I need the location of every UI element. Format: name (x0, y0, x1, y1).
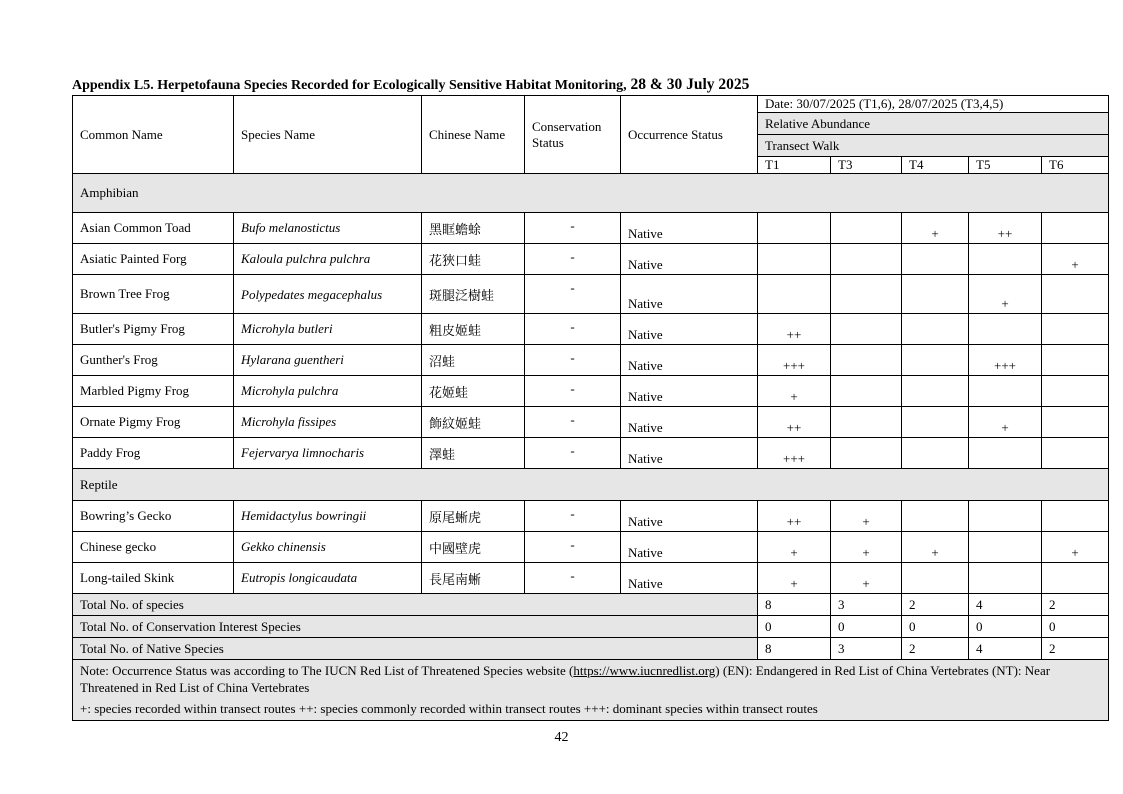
abundance-cell: +++ (758, 345, 831, 376)
abundance-cell (831, 244, 902, 275)
chinese-name: 沼蛙 (422, 345, 525, 376)
common-name: Marbled Pigmy Frog (73, 376, 234, 407)
totals-value: 2 (1042, 638, 1109, 660)
abundance-cell: + (1042, 244, 1109, 275)
abundance-cell: + (1042, 532, 1109, 563)
species-name: Microhyla butleri (234, 314, 422, 345)
common-name: Long-tailed Skink (73, 563, 234, 594)
abundance-cell (902, 244, 969, 275)
occurrence-status: Native (621, 407, 758, 438)
totals-value: 8 (758, 594, 831, 616)
table-row (73, 244, 1109, 275)
totals-value: 0 (758, 616, 831, 638)
abundance-cell (831, 345, 902, 376)
species-name: Microhyla fissipes (234, 407, 422, 438)
header-transect-t4: T4 (902, 157, 969, 174)
totals-row (73, 616, 1109, 638)
abundance-cell (902, 376, 969, 407)
header-conservation-status: Conservation Status (525, 96, 621, 174)
abundance-cell: + (969, 275, 1042, 314)
group-row (73, 469, 1109, 501)
table-row (73, 213, 1109, 244)
header-occurrence-status: Occurrence Status (621, 96, 758, 174)
species-table (72, 95, 1109, 721)
abundance-cell: + (902, 213, 969, 244)
conservation-status: - (525, 407, 621, 438)
chinese-name: 黑眶蟾蜍 (422, 213, 525, 244)
table-row (73, 501, 1109, 532)
table-row (73, 438, 1109, 469)
abundance-cell: + (831, 563, 902, 594)
abundance-cell (969, 501, 1042, 532)
occurrence-status: Native (621, 501, 758, 532)
table-row (73, 376, 1109, 407)
totals-value: 0 (1042, 616, 1109, 638)
abundance-cell (831, 275, 902, 314)
abundance-cell: + (758, 376, 831, 407)
table-row (73, 275, 1109, 314)
abundance-cell: + (969, 407, 1042, 438)
totals-row (73, 594, 1109, 616)
table-row (73, 563, 1109, 594)
abundance-cell (758, 213, 831, 244)
species-name: Bufo melanostictus (234, 213, 422, 244)
occurrence-status: Native (621, 438, 758, 469)
abundance-cell (902, 407, 969, 438)
abundance-legend: +: species recorded within transect routes ++: species commonly recorded within transect routes +++: dominant species within transect routes (80, 701, 818, 716)
abundance-cell: ++ (758, 501, 831, 532)
chinese-name: 中國壁虎 (422, 532, 525, 563)
common-name: Chinese gecko (73, 532, 234, 563)
occurrence-status: Native (621, 376, 758, 407)
conservation-status: - (525, 244, 621, 275)
header-transect-walk: Transect Walk (758, 135, 1109, 157)
conservation-status: - (525, 345, 621, 376)
common-name: Asiatic Painted Forg (73, 244, 234, 275)
totals-value: 2 (1042, 594, 1109, 616)
header-species-name: Species Name (234, 96, 422, 174)
header-transect-t3: T3 (831, 157, 902, 174)
abundance-cell: + (902, 532, 969, 563)
common-name: Asian Common Toad (73, 213, 234, 244)
table-row (73, 345, 1109, 376)
abundance-cell: ++ (758, 314, 831, 345)
abundance-cell (902, 501, 969, 532)
abundance-cell (831, 213, 902, 244)
occurrence-status: Native (621, 314, 758, 345)
common-name: Bowring’s Gecko (73, 501, 234, 532)
conservation-status: - (525, 501, 621, 532)
abundance-cell (969, 244, 1042, 275)
chinese-name: 花狹口蛙 (422, 244, 525, 275)
abundance-cell (902, 314, 969, 345)
occurrence-status: Native (621, 275, 758, 314)
conservation-status: - (525, 438, 621, 469)
abundance-cell (1042, 407, 1109, 438)
chinese-name: 原尾蜥虎 (422, 501, 525, 532)
species-name: Kaloula pulchra pulchra (234, 244, 422, 275)
chinese-name: 粗皮姬蛙 (422, 314, 525, 345)
totals-value: 8 (758, 638, 831, 660)
totals-row (73, 638, 1109, 660)
totals-value: 4 (969, 594, 1042, 616)
totals-label: Total No. of Conservation Interest Species (73, 616, 758, 638)
conservation-status: - (525, 213, 621, 244)
conservation-status: - (525, 275, 621, 314)
conservation-status: - (525, 314, 621, 345)
abundance-cell: +++ (758, 438, 831, 469)
abundance-cell (902, 563, 969, 594)
abundance-cell (969, 563, 1042, 594)
chinese-name: 飾紋姬蛙 (422, 407, 525, 438)
species-name: Gekko chinensis (234, 532, 422, 563)
species-name: Eutropis longicaudata (234, 563, 422, 594)
abundance-cell (1042, 376, 1109, 407)
abundance-cell (969, 314, 1042, 345)
abundance-cell (758, 244, 831, 275)
abundance-cell (1042, 438, 1109, 469)
group-label: Reptile (73, 469, 1109, 501)
abundance-cell: + (831, 501, 902, 532)
abundance-cell (969, 532, 1042, 563)
note-text: Note: Occurrence Status was according to The IUCN Red List of Threatened Species website (https://www.iucnredlist.org) (EN): Endangered in Red List of China Vertebrates (NT): Near Threatened in Red List of China Vertebrates (80, 663, 1051, 695)
totals-label: Total No. of Native Species (73, 638, 758, 660)
header-chinese-name: Chinese Name (422, 96, 525, 174)
totals-value: 3 (831, 638, 902, 660)
common-name: Ornate Pigmy Frog (73, 407, 234, 438)
species-name: Hylarana guentheri (234, 345, 422, 376)
totals-value: 3 (831, 594, 902, 616)
species-name: Microhyla pulchra (234, 376, 422, 407)
group-label: Amphibian (73, 174, 1109, 213)
totals-value: 4 (969, 638, 1042, 660)
totals-value: 0 (831, 616, 902, 638)
abundance-cell (1042, 314, 1109, 345)
abundance-cell: +++ (969, 345, 1042, 376)
header-transect-t1: T1 (758, 157, 831, 174)
page-number: 42 (554, 730, 569, 745)
species-name: Hemidactylus bowringii (234, 501, 422, 532)
occurrence-status: Native (621, 563, 758, 594)
conservation-status: - (525, 563, 621, 594)
chinese-name: 斑腿泛樹蛙 (422, 275, 525, 314)
occurrence-status: Native (621, 532, 758, 563)
abundance-cell (902, 438, 969, 469)
abundance-cell: + (758, 532, 831, 563)
conservation-status: - (525, 532, 621, 563)
common-name: Paddy Frog (73, 438, 234, 469)
totals-value: 0 (969, 616, 1042, 638)
common-name: Butler's Pigmy Frog (73, 314, 234, 345)
chinese-name: 長尾南蜥 (422, 563, 525, 594)
common-name: Gunther's Frog (73, 345, 234, 376)
abundance-cell: + (758, 563, 831, 594)
header-relative-abundance: Relative Abundance (758, 113, 1109, 135)
abundance-cell (758, 275, 831, 314)
abundance-cell (831, 407, 902, 438)
conservation-status: - (525, 376, 621, 407)
abundance-cell: ++ (758, 407, 831, 438)
abundance-cell (902, 345, 969, 376)
abundance-cell (1042, 345, 1109, 376)
table-row (73, 532, 1109, 563)
header-transect-t5: T5 (969, 157, 1042, 174)
group-row (73, 174, 1109, 213)
abundance-cell (902, 275, 969, 314)
header-common-name: Common Name (73, 96, 234, 174)
abundance-cell (831, 376, 902, 407)
iucn-link[interactable]: https://www.iucnredlist.org (573, 663, 716, 678)
chinese-name: 澤蛙 (422, 438, 525, 469)
totals-value: 0 (902, 616, 969, 638)
abundance-cell (1042, 275, 1109, 314)
abundance-cell (831, 314, 902, 345)
header-transect-t6: T6 (1042, 157, 1109, 174)
note-cell (73, 660, 1109, 721)
abundance-cell (1042, 563, 1109, 594)
header-date: Date: 30/07/2025 (T1,6), 28/07/2025 (T3,4,5) (758, 96, 1109, 113)
occurrence-status: Native (621, 213, 758, 244)
abundance-cell (1042, 501, 1109, 532)
occurrence-status: Native (621, 244, 758, 275)
table-row (73, 407, 1109, 438)
abundance-cell (1042, 213, 1109, 244)
common-name: Brown Tree Frog (73, 275, 234, 314)
chinese-name: 花姬蛙 (422, 376, 525, 407)
table-row (73, 314, 1109, 345)
abundance-cell (969, 376, 1042, 407)
note-row (73, 660, 1109, 721)
abundance-cell (969, 438, 1042, 469)
occurrence-status: Native (621, 345, 758, 376)
abundance-cell (831, 438, 902, 469)
totals-value: 2 (902, 638, 969, 660)
species-name: Fejervarya limnocharis (234, 438, 422, 469)
species-name: Polypedates megacephalus (234, 275, 422, 314)
abundance-cell: ++ (969, 213, 1042, 244)
totals-value: 2 (902, 594, 969, 616)
page-title: Appendix L5. Herpetofauna Species Recorded for Ecologically Sensitive Habitat Monitoring, 28 & 30 July 2025 (72, 76, 750, 93)
totals-label: Total No. of species (73, 594, 758, 616)
abundance-cell: + (831, 532, 902, 563)
